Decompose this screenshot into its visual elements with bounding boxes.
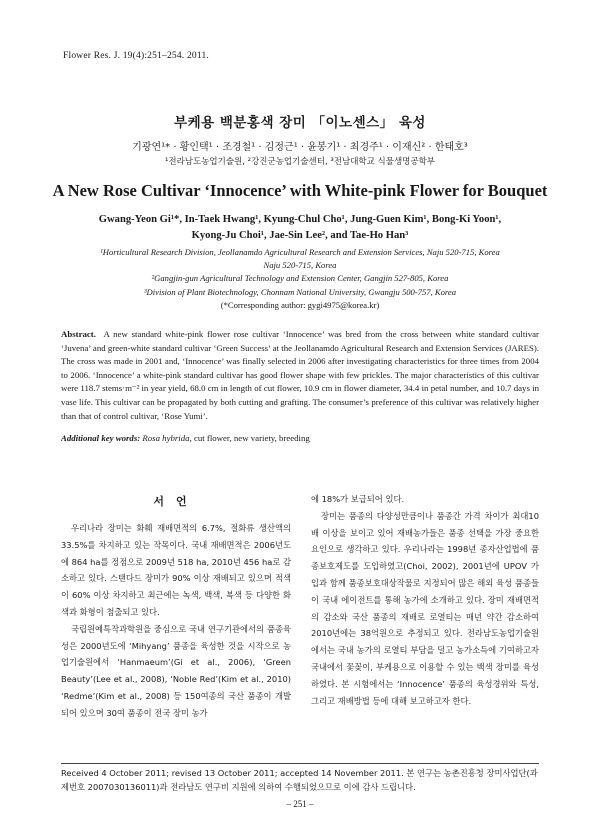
keywords-list: , cut flower, new variety, breeding bbox=[189, 433, 310, 443]
keywords-label: Additional key words: bbox=[61, 433, 141, 443]
keywords bbox=[61, 433, 539, 443]
authors-english-line2: Kyong-Ju Choi¹, Jae-Sin Lee², and Tae-Ho Han³ bbox=[191, 230, 409, 241]
affiliation-3: ³Division of Plant Biotechnology, Chonnam National University, Gwangju 500-757, Korea bbox=[143, 286, 457, 297]
intro-paragraph-2-cont: 에 18%가 보급되어 있다. bbox=[311, 494, 405, 504]
received-footnote: Received 4 October 2011; revised 13 October 2011; accepted 14 November 2011. 본 연구는 농촌진흥청 장미사업단(과제번호 2007030136011)과 전라남도 연구비 지원에 의하여 수행되었으므로 이에 감사 드립니다. bbox=[61, 768, 538, 792]
affiliations-korean: ¹전라남도농업기술원, ²강진군농업기술센터, ³전남대학교 식물생명공학부 bbox=[164, 157, 436, 167]
page-number: – 251 – bbox=[286, 799, 314, 809]
abstract-label: Abstract. bbox=[61, 329, 96, 339]
affiliation-1-cont: Naju 520-715, Korea bbox=[263, 260, 337, 271]
right-column bbox=[311, 491, 539, 709]
authors-english bbox=[50, 212, 550, 244]
authors-english-line1: Gwang-Yeon Gi¹*, In-Taek Hwang¹, Kyung-Chul Cho¹, Jung-Guen Kim¹, Bong-Ki Yoon¹, bbox=[98, 214, 502, 225]
section-heading-introduction: 서언 bbox=[153, 495, 199, 508]
affiliation-2: ²Gangjin-gun Agricultural Technology and Extension Center, Gangjin 527-805, Korea bbox=[151, 273, 449, 284]
abstract bbox=[61, 328, 539, 423]
journal-reference: Flower Res. J. 19(4):251–254. 2011. bbox=[63, 51, 209, 61]
footnote-divider bbox=[61, 763, 539, 764]
title-english: A New Rose Cultivar ‘Innocence’ with White-pink Flower for Bouquet bbox=[52, 181, 548, 200]
title-korean: 부케용 백분홍색 장미 「이노센스」 육성 bbox=[174, 115, 426, 131]
abstract-text: A new standard white-pink flower rose cultivar ‘Innocence’ was bred from the cross between white standard cultivar ‘Juvena’ and green-white standard cultivar ‘Green Success’ at the Jeollanamdo Agricultural Research and Extension Services (JARES). The cross was made in 2001 and, ‘Innocence’ was finally selected in 2006 after investigating characteristics for three times from 2004 to 2006. ‘Innocence’ a white-pink standard cultivar has good flower shape with few prickles. The major characteristics of this cultivar were 118.7 stems·m⁻² in year yield, 68.0 cm in length of cut flower, 10.9 cm in flower diameter, 34.4 in petal number, and 10.7 days in vase life. This cultivar can be propagated by both cutting and grafting. The consumer’s preference of this cultivar was relatively higher than that of control cultivar, ‘Rose Yumi’. bbox=[61, 329, 539, 421]
intro-paragraph-1: 우리나라 장미는 화훼 재배면적의 6.7%, 절화류 생산액의 33.5%를 차지하고 있는 작목이다. 국내 재배면적은 2006년도에 864 ha를 정점으로 2009년 518 ha, 2010년 456 ha로 감소하고 있다. 스탠다드 장미가 90% 이상 재배되고 있으며 적색이 60% 이상 차지하고 최근에는 녹색, 백색, 복색 등 다양한 화색과 화형이 첨출되고 있다. bbox=[61, 523, 291, 617]
corresponding-author: (*Corresponding author: gygi4975@korea.kr) bbox=[220, 299, 380, 310]
keywords-species: Rosa hybrida bbox=[142, 433, 190, 443]
authors-korean: 기광연¹* · 황인택¹ · 조경철¹ · 김정근¹ · 윤봉기¹ · 최경주¹ · 이재신² · 한태호³ bbox=[132, 142, 468, 153]
intro-paragraph-2: 국립원예특작과학원을 중심으로 국내 연구기관에서의 품종육성은 2000년도에 ‘Mihyang’ 품종을 육성한 것을 시작으로 농업기술원에서 ‘Hanmaeum’(Gi et al., 2006), ‘Green Beauty’(Lee et al., 2008), ‘Noble Red’(Kim et al., 2010) ‘Redme’(Kim et al., 2008) 등 150여종의 국산 품종이 개발되어 있으며 30여 품종이 전국 장미 농가 bbox=[61, 623, 291, 718]
left-column bbox=[61, 520, 291, 722]
intro-paragraph-3: 장미는 품종의 다양성만큼이나 품종간 가격 차이가 최대10배 이상을 보이고 있어 재배농가들은 품종 선택을 가장 중요한 요인으로 생각하고 있다. 우리나라는 1998년 종자산업법에 품종보호제도를 도입하였고(Choi, 2002), 2001년에 UPOV 가입과 함께 품종보호대상작물로 지정되어 많은 해외 육성 품종들이 국내 에이전트를 통해 농가에 소개하고 있다. 장미 재배면적의 감소와 국산 품종의 재배로 로열티는 매년 약간 감소하여 2010년에는 38억원으로 추정되고 있다. 전라남도농업기술원에서는 국내 농가의 로열티 부담을 덜고 농가소득에 기여하고자 국내에서 꽃꽂이, 부케용으로 이용할 수 있는 백색 장미를 육성하였다. 본 시험에서는 ‘Innocence’ 품종의 육성경위와 특성, 그리고 재배방법 등에 대해 보고하고자 한다. bbox=[311, 510, 539, 706]
affiliation-1: ¹Horticultural Research Division, Jeollanamdo Agricultural Research and Extension Services, Naju 520-715, Korea bbox=[100, 247, 500, 257]
affiliations-english bbox=[40, 246, 560, 312]
